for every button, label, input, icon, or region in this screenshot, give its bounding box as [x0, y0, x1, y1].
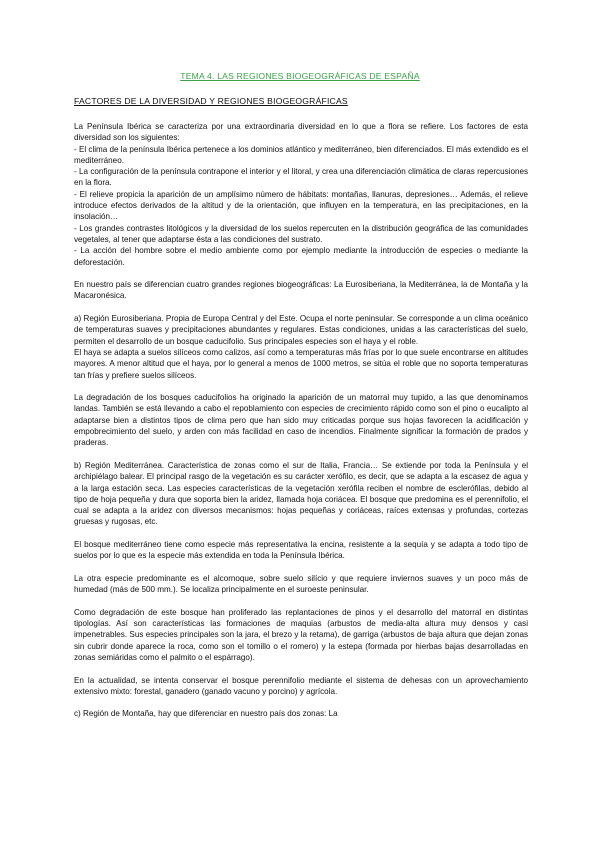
paragraph-regions-intro: En nuestro país se diferencian cuatro grandes regiones biogeográficas: La Eurosiberiana, la Mediterránea, la de Montaña y la Macaronésica.	[74, 280, 528, 301]
paragraph-mountain: c) Región de Montaña, hay que diferenciar en nuestro país dos zonas: La	[74, 709, 338, 719]
paragraph-mediterranean: b) Región Mediterránea. Característica de zonas como el sur de Italia, Francia… Se extiende por toda la Península y el archipiélago balear. El principal rasgo de la vegetación es su carácter xerófilo, es decir, que se adapta a la escasez de agua y a la larga estación seca. Las especies características de la vegetación xerófila reciben el nombre de esclerófilas, debido al tipo de hoja pequeña y dura que soporta bien la aridez, llamada hoja coriácea. El bosque que predomina es el perennifolio, el cual se adapta a la aridez con diversos mecanismos: hojas pequeñas y coriáceas, raíces extensas y profundas, cortezas gruesas y rugosas, etc.	[74, 460, 528, 527]
paragraph-degradation-caducifolio: La degradación de los bosques caducifolios ha originado la aparición de un matorral muy tupido, a las que denominamos landas. También se está llevando a cabo el repoblamiento con especies de crecimiento rápido como son el pino o eucalipto al adaptarse bien a distintos tipos de clima pero que han sido muy criticadas porque sus hojas favorecen la acidificación y empobrecimiento del suelo, y arden con más facilidad en caso de incendios. Finalmente significar la formación de prados y praderas.	[74, 393, 528, 448]
paragraph-encina: El bosque mediterráneo tiene como especie más representativa la encina, resistente a la sequía y se adapta a todo tipo de suelos por lo que es la especie más extendida en toda la Península Ibérica.	[74, 539, 528, 561]
paragraph-degradation-mediterranean: Como degradación de este bosque han proliferado las replantaciones de pinos y el desarrollo del matorral en distintas tipologías. Así son características las formaciones de maquias (arbustos de media-alta altura muy densos y casi impenetrables. Sus especies principales son la jara, el brezo y la retama), de garriga (arbustos de baja altura que dejan zonas sin cubrir donde aparece la roca, como son el tomillo o el romero) y la estepa (formada por hierbas bajas desarrolladas en zonas semiáridas como el palmito o el espárrago).	[74, 607, 528, 662]
document-title: TEMA 4. LAS REGIONES BIOGEOGRÁFICAS DE ESPAÑA	[180, 71, 420, 81]
paragraph-factors: La Península Ibérica se caracteriza por una extraordinaria diversidad en lo que a flora se refiere. Los factores de esta diversidad son los siguientes: - El clima de la península Ibérica pertenece a los dominios atlántico y mediterráneo, bien diferenciados. El más extendido es el mediterráneo. - La configuración de la península contrapone el interior y el litoral, y crea una diferenciación climática de claras repercusiones en la flora. - El relieve propicia la aparición de un amplísimo número de hábitats: montañas, llanuras, depresiones… Además, el relieve introduce efectos derivados de la altitud y de la orientación, que influyen en la temperatura, en las precipitaciones, en la insolación… - Los grandes contrastes litológicos y la diversidad de los suelos repercuten en la distribución geográfica de las comunidades vegetales, al tener que adaptarse ésta a las condiciones del sustrato. - La acción del hombre sobre el medio ambiente como por ejemplo mediante la introducción de especies o mediante la deforestación.	[74, 122, 528, 267]
paragraph-eurosiberian: a) Región Eurosiberiana. Propia de Europa Central y del Este. Ocupa el norte peninsular. Se corresponde a un clima oceánico de temperaturas suaves y precipitaciones abundantes y regulares. Estas condiciones, unidas a las características del suelo, permiten el desarrollo de un bosque caducifolio. Sus principales especies son el haya y el roble. El haya se adapta a suelos silíceos como calizos, así como a temperaturas más frías por lo que suele encontrarse en altitudes mayores. A menor altitud que el haya, por lo general a menos de 1000 metros, se sitúa el roble que no soporta temperaturas tan frías y prefiere suelos silíceos.	[74, 314, 528, 380]
paragraph-alcornoque: La otra especie predominante es el alcornoque, sobre suelo silício y que requiere inviernos suaves y un poco más de humedad (más de 500 mm.). Se localiza principalmente en el suroeste peninsular.	[74, 573, 528, 595]
section-heading: FACTORES DE LA DIVERSIDAD Y REGIONES BIOGEOGRÁFICAS	[74, 96, 348, 106]
document-body	[74, 121, 528, 731]
paragraph-dehesas: En la actualidad, se intenta conservar el bosque perennifolio mediante el sistema de dehesas con un aprovechamiento extensivo mixto: forestal, ganadero (ganado vacuno y porcino) y agrícola.	[74, 675, 528, 696]
